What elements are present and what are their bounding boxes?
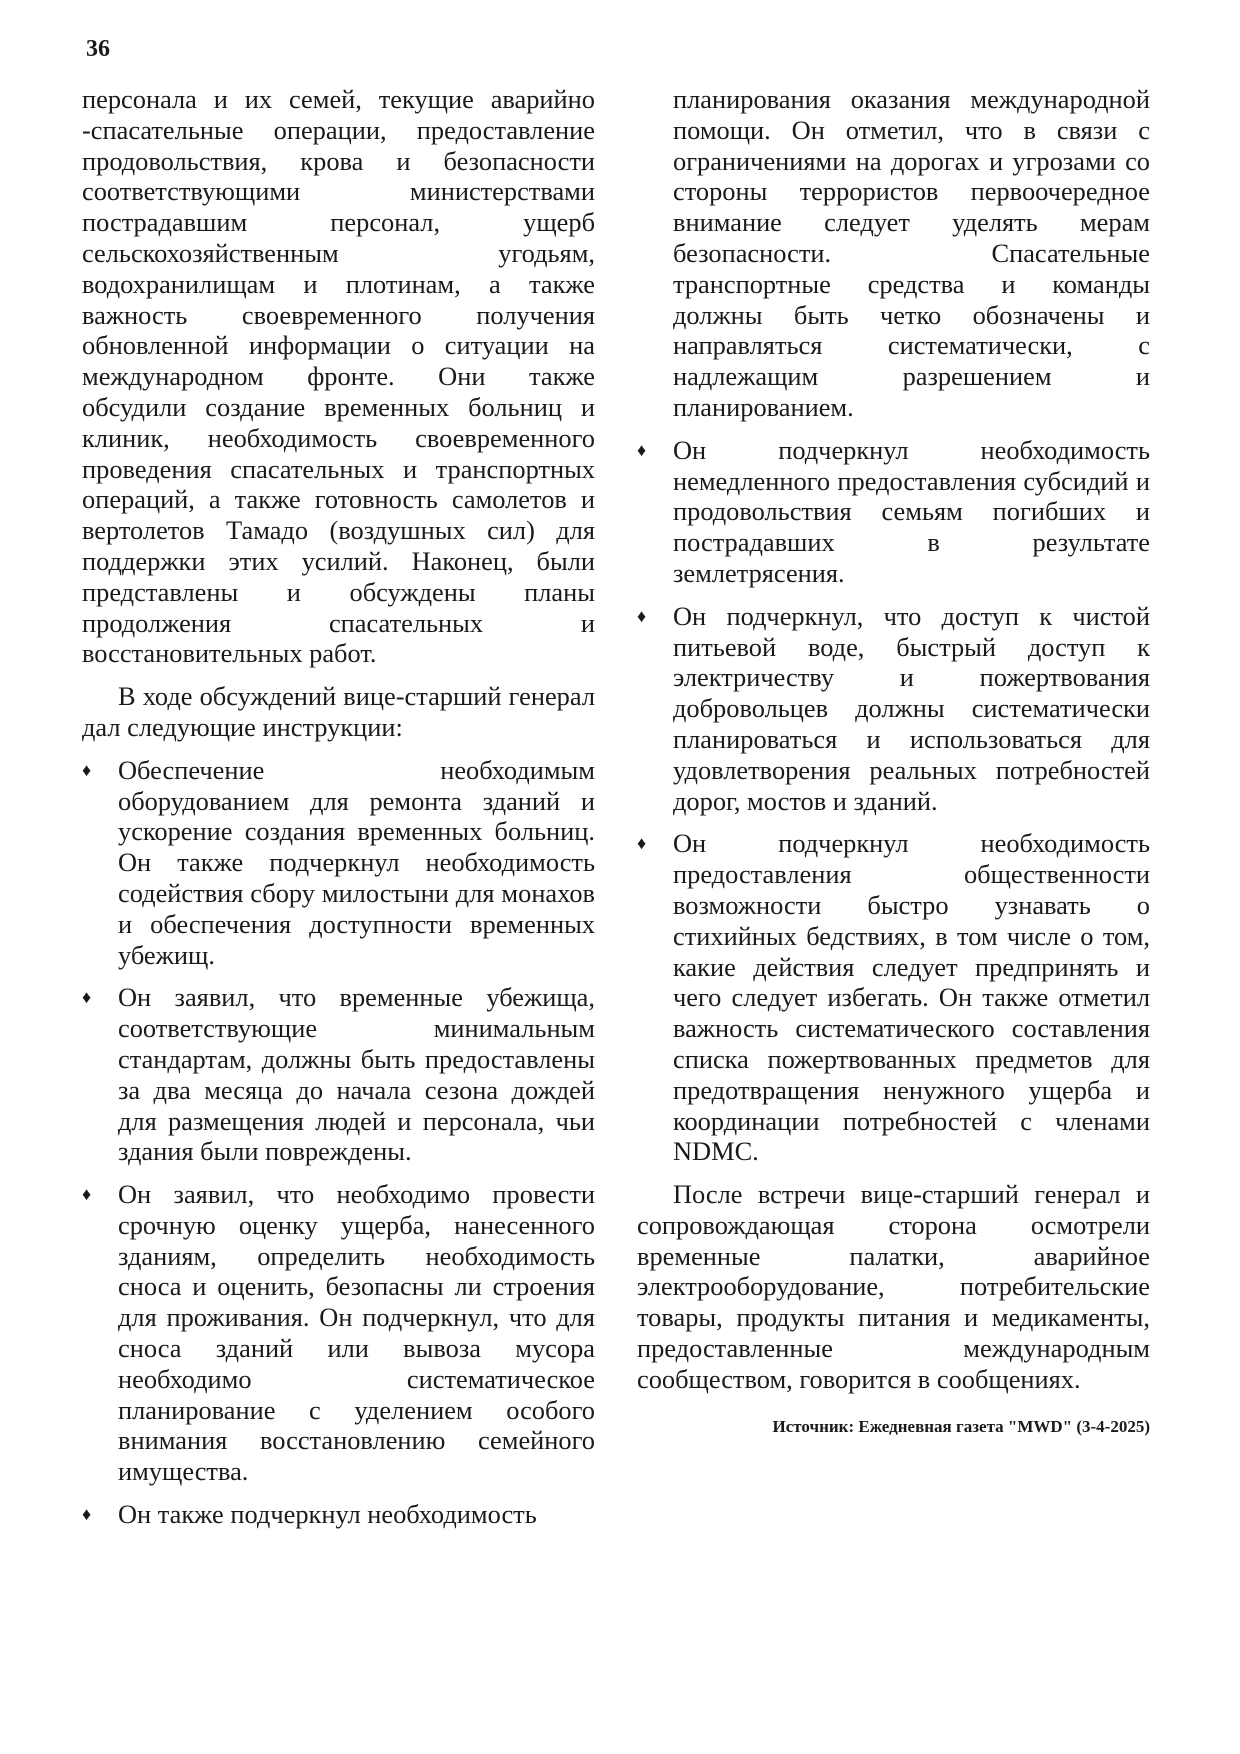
source-citation: Источник: Ежедневная газета "MWD" (3-4-2025) (772, 1416, 1150, 1436)
page-number: 36 (86, 36, 110, 62)
diamond-bullet-icon: ♦ (82, 1504, 92, 1525)
list-item (637, 601, 1150, 817)
list-item-text: Он подчеркнул, что доступ к чистой питьевой воде, быстрый доступ к электричеству и пожертвования добровольцев должны систематически планироваться и использоваться для удовлетворения реальных потребностей дорог, мостов и зданий. (673, 600, 1150, 816)
right-column (637, 84, 1150, 1439)
list-item-text: Он подчеркнул необходимость предоставления общественности возможности быстро узнавать о стихийных бедствиях, в том числе о том, какие действия следует предпринять и чего следует избегать. Он также отметил важность систематического составления списка пожертвованных предметов для предотвращения ненужного ущерба и координации потребностей с членами NDMC. (673, 828, 1150, 1167)
list-item-text: Он также подчеркнул необходимость (118, 1499, 537, 1530)
instructions-list (82, 755, 595, 1530)
list-item (637, 435, 1150, 589)
intro-paragraph: персонала и их семей, текущие аварийно -спасательные операции, предоставление продовольствия, крова и безопасности соответствующими министерствами пострадавшим персонал, ущерб сельскохозяйственным угодьям, водохранилищам и плотинам, а также важность своевременного получения обновленной информации о ситуации на международном фронте. Они также обсудили создание временных больниц и клиник, необходимость своевременного проведения спасательных и транспортных операций, а также готовность самолетов и вертолетов Тамадо (воздушных сил) для поддержки этих усилий. Наконец, были представлены и обсуждены планы продолжения спасательных и восстановительных работ. (82, 84, 595, 669)
continued-list-item-text: планирования оказания международной помощи. Он отметил, что в связи с ограничениями на дорогах и угрозами со стороны террористов первоочередное внимание следует уделять мерам безопасности. Спасательные транспортные средства и команды должны быть четко обозначены и направляться систематически, с надлежащим разрешением и планированием. (673, 84, 1150, 422)
instructions-list-continued (637, 435, 1150, 1167)
diamond-bullet-icon: ♦ (82, 759, 92, 780)
diamond-bullet-icon: ♦ (82, 1184, 92, 1205)
list-item-text: Он заявил, что необходимо провести срочную оценку ущерба, нанесенного зданиям, определить необходимость сноса и оценить, безопасны ли строения для проживания. Он подчеркнул, что для сноса зданий или вывоза мусора необходимо систематическое планирование с уделением особого внимания восстановлению семейного имущества. (118, 1179, 595, 1487)
list-item (82, 1499, 595, 1530)
list-item (82, 1179, 595, 1487)
diamond-bullet-icon: ♦ (637, 605, 647, 626)
list-item (82, 982, 595, 1167)
diamond-bullet-icon: ♦ (82, 987, 92, 1008)
closing-paragraph: После встречи вице-старший генерал и сопровождающая сторона осмотрели временные палатки, аварийное электрооборудование, потребительские товары, продукты питания и медикаменты, предоставленные международным сообществом, говорится в сообщениях. (637, 1179, 1150, 1394)
list-item (82, 755, 595, 971)
diamond-bullet-icon: ♦ (637, 833, 647, 854)
list-item-text: Обеспечение необходимым оборудованием для ремонта зданий и ускорение создания временных больниц. Он также подчеркнул необходимость содействия сбору милостыни для монахов и обеспечения доступности временных убежищ. (118, 754, 595, 970)
list-item-text: Он заявил, что временные убежища, соответствующие минимальным стандартам, должны быть предоставлены за два месяца до начала сезона дождей для размещения людей и персонала, чьи здания были повреждены. (118, 982, 595, 1167)
list-item-text: Он подчеркнул необходимость немедленного предоставления субсидий и продовольствия семьям погибших и пострадавших в результате землетрясения. (673, 434, 1150, 588)
list-item (637, 828, 1150, 1167)
left-column (82, 84, 595, 1542)
diamond-bullet-icon: ♦ (637, 439, 647, 460)
instructions-paragraph: В ходе обсуждений вице-старший генерал дал следующие инструкции: (82, 681, 595, 742)
